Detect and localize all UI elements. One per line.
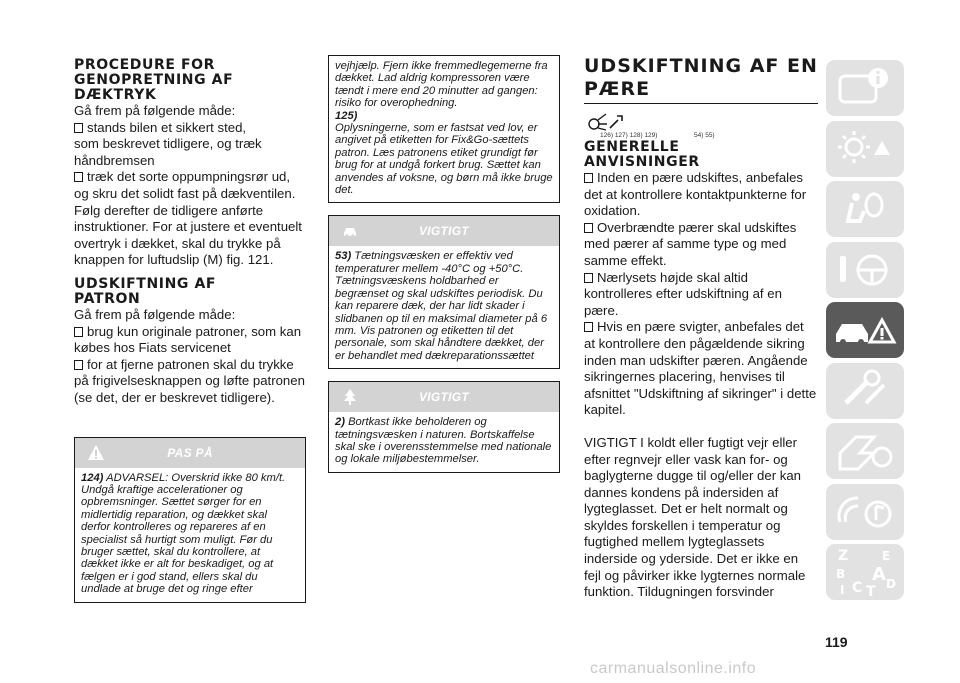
dashboard-lights-icon — [826, 121, 904, 177]
bullet-item: træk det sorte oppumpningsrør ud, — [74, 169, 306, 186]
tab-index[interactable] — [826, 544, 904, 600]
bullet-item: Nærlysets højde skal altid — [584, 270, 818, 287]
tab-steering-key[interactable] — [826, 242, 904, 298]
warning-box-continued: vejhjælp. Fjern ikke fremmedlegemerne fra dækket. Lad aldrig kompressoren være tændt i mere end 20 minutter ad gangen: risiko for overophedning. 125) Oplysningerne, som er fastsat ved lov, er angivet på etiketten for Fix&Go-sættets patron. Læs patronens etiket grundigt før brug for at undgå forkert brug. Sættet kan anvendes af voksne, og børn må ikke bruge det. — [328, 55, 560, 203]
bullet-item: Inden en pære udskiftes, anbefales — [584, 170, 818, 187]
bullet-continuation: det at kontrollere kontaktpunkterne for oxidation. — [584, 186, 807, 219]
column-left — [74, 58, 306, 603]
wrench-icon — [608, 114, 624, 130]
important-box-1 — [328, 215, 560, 369]
steering-key-icon — [826, 242, 904, 298]
bullet-continuation: købes hos Fiats servicenet — [74, 340, 231, 356]
checkbox-bullet-icon — [74, 327, 83, 337]
heading-replace-cartridge: UDSKIFTNING AF PATRON — [74, 275, 217, 307]
bullet-item: Overbrændte pærer skal udskiftes — [584, 220, 818, 237]
airbag-icon — [826, 181, 904, 237]
road-warning-icon — [826, 302, 904, 358]
tab-road-warning[interactable] — [826, 302, 904, 358]
condensation-paragraph: VIGTIGT I koldt eller fugtigt vejr eller efter regnvejr eller vask kan for- og baglygterne dugge til og/eller der kan dannes kondens på indersiden af lygteglasset. Det er helt normalt og skyldes forskellen i temperatur og fugtighed mellem lygteglassets inderside og yderside. Det er ikke en fejl og påvirker ikke lygternes normale funktion. Tildugningen forsvinder — [584, 434, 806, 600]
reference-row — [584, 110, 818, 140]
bullet-continuation: på frigivelsesknappen og løfte patronen (se det, der er beskrevet tidligere). — [74, 373, 305, 405]
title-divider — [584, 103, 818, 104]
index-letter: D — [886, 577, 896, 591]
index-letter: A — [872, 564, 886, 585]
page-number: 119 — [825, 634, 848, 650]
checkbox-bullet-icon — [584, 273, 593, 283]
warning-continuation: vejhjælp. Fjern ikke fremmedlegemerne fra dækket. Lad aldrig kompressoren være tændt i mere end 20 minutter ad gangen: risiko for overophedning. — [335, 60, 548, 110]
tab-dashboard-lights[interactable] — [826, 121, 904, 177]
bullet-item: Hvis en pære svigter, anbefales det — [584, 319, 818, 336]
note-references-2: 54) 55) — [694, 132, 715, 139]
warning-label: PAS PÅ — [167, 445, 213, 460]
checkbox-bullet-icon — [584, 223, 593, 233]
section-title: UDSKIFTNING AF EN PÆRE — [584, 55, 818, 100]
note-125: Oplysningerne, som er fastsat ved lov, er angivet på etiketten for Fix&Go-sættets patron. Læs patronens etiket grundigt før brug for at undgå forkert brug. Sættet kan anvendes af voksne, og børn må ikke bruge det. — [335, 122, 553, 197]
bullet-item: for at fjerne patronen skal du trykke — [74, 357, 306, 374]
tab-info[interactable] — [826, 60, 904, 116]
bulb-icon — [586, 110, 610, 132]
tab-airbag[interactable] — [826, 181, 904, 237]
note-references: 126) 127) 128) 129) — [600, 132, 658, 139]
checkbox-bullet-icon — [74, 172, 83, 182]
index-letter: Z — [838, 548, 849, 564]
tech-data-icon — [826, 423, 904, 479]
index-letter: C — [852, 580, 863, 596]
index-letter: E — [882, 549, 891, 563]
important-label: VIGTIGT — [418, 390, 470, 405]
warning-text: 124) ADVARSEL: Overskrid ikke 80 km/t. Undgå kraftige accelerationer og opbremsninger. Sættet sørger for en midlertidig reparation, og dækket skal derfor kontrolleres og repareres af en specialist så hurtigt som muligt. Før du bruger sættet, skal du kontrollere, at dækket ikke er alt for beskadiget, og at fælgen er i god stand, ellers skal du undlade at bruge det og ringe efter — [81, 471, 286, 596]
tab-tech-data[interactable] — [826, 423, 904, 479]
bullet-continuation: med pærer af samme type og med samme effekt. — [584, 236, 787, 268]
bullet-item: stands bilen et sikkert sted, — [74, 120, 306, 137]
heading-tyre-pressure: PROCEDURE FOR GENOPRETNING AF DÆKTRYK — [74, 57, 234, 103]
bullet-continuation: og skru det solidt fast på dækventilen. Følg derefter de tidligere anførte instruktioner. For at justere et eventuelt overtryk i dækket, skal du trykke på knappen for luftudslip (M) fig. 121. — [74, 185, 302, 268]
important-text: 53) Tætningsvæsken er effektiv ved temperaturer mellem -40°C og +50°C. Tætningsvæskens holdbarhed er begrænset og skal udskiftes periodisk. Du kan reparere dæk, der har lidt skader i slidbanen op til en maksimal diameter på 6 mm. Vis patronen og etiketten til det personale, som skal håndtere dækket, der er behandlet med dækreparationssættet — [335, 250, 548, 362]
checkbox-bullet-icon — [74, 360, 83, 370]
checkbox-bullet-icon — [584, 322, 593, 332]
column-middle — [328, 55, 560, 473]
index-letter: T — [866, 584, 876, 600]
warning-box — [74, 437, 306, 603]
bullet-continuation: som beskrevet tidligere, og træk håndbremsen — [74, 136, 262, 168]
intro-text: Gå frem på følgende måde: — [74, 103, 236, 118]
important-label: VIGTIGT — [418, 224, 470, 239]
chapter-sidebar — [826, 60, 904, 605]
index-letter: I — [840, 583, 845, 597]
index-letters-icon — [826, 544, 904, 600]
important-box-2 — [328, 381, 560, 473]
index-letter: B — [836, 567, 846, 581]
tab-service[interactable] — [826, 363, 904, 419]
checkbox-bullet-icon — [74, 123, 83, 133]
watermark: carmanualsonline.info — [590, 660, 757, 677]
bullet-continuation: kontrolleres efter udskiftning af en pære. — [584, 286, 782, 318]
checkbox-bullet-icon — [584, 173, 593, 183]
heading-general-instructions: GENERELLE ANVISNINGER — [584, 139, 700, 170]
info-icon — [826, 60, 904, 116]
important-text: 2) Bortkast ikke beholderen og tætningsvæsken i naturen. Bortskaffelse skal ske i overensstemmelse med nationale og lokale miljøbestemmelser. — [335, 416, 552, 466]
bullet-item: brug kun originale patroner, som kan — [74, 324, 306, 341]
service-wrench-icon — [826, 363, 904, 419]
column-right — [584, 55, 818, 601]
bullet-continuation: at kontrollere den pågældende sikring inden man udskifter pæren. Angående sikringernes placering, henvises til afsnittet "Udskiftning af sikringer" i dette kapitel. — [584, 335, 817, 418]
multimedia-icon — [826, 484, 904, 540]
warning-header — [75, 438, 305, 468]
intro-text: Gå frem på følgende måde: — [74, 306, 236, 322]
tab-multimedia[interactable] — [826, 484, 904, 540]
